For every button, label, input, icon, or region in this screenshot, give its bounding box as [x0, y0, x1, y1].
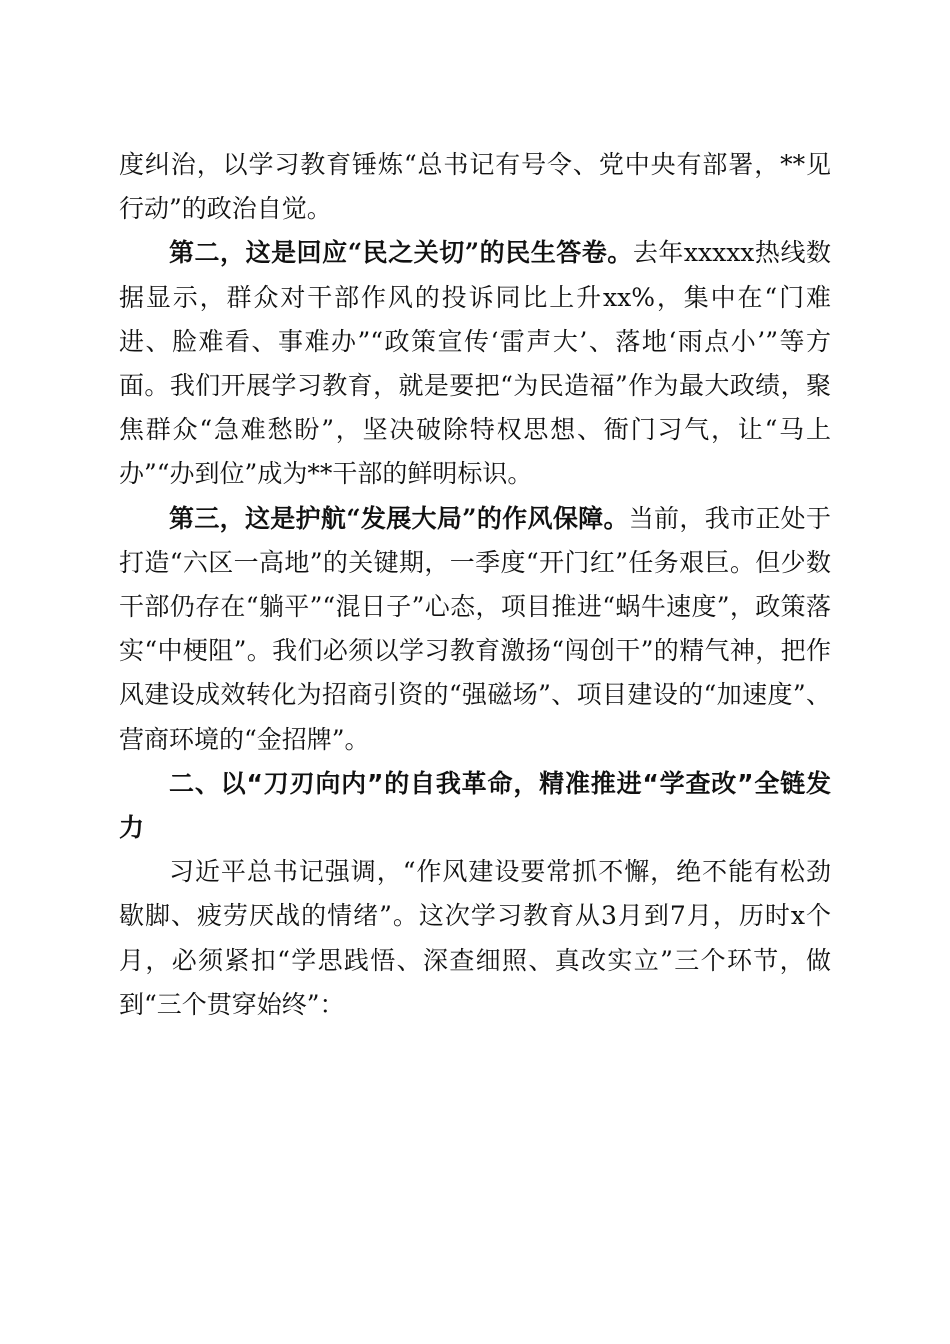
- paragraph-text: 习近平总书记强调，“作风建设要常抓不懈，绝不能有松劲歇脚、疲劳厌战的情绪”。这次学习教育从3月到7月，历时x个月，必须紧扣“学思践悟、深查细照、真改实立”三个环节，做到“三个贯穿始终”：: [119, 857, 831, 1019]
- paragraph-lead-sentence: 第三，这是护航“发展大局”的作风保障。: [169, 503, 629, 533]
- paragraph-third-point: [119, 497, 831, 762]
- paragraph-text: 去年xxxxx热线数据显示，群众对干部作风的投诉同比上升xx%，集中在“门难进、脸难看、事难办”“政策宣传‘雷声大’、落地‘雨点小’”等方面。我们开展学习教育，就是要把“为民造福”作为最大政绩，聚焦群众“急难愁盼”，坚决破除特权思想、衙门习气，让“马上办”“办到位”成为**干部的鲜明标识。: [119, 238, 831, 489]
- paragraph-section-intro: [119, 850, 831, 1027]
- paragraph-continuation: [119, 143, 831, 231]
- paragraph-text: 度纠治，以学习教育锤炼“总书记有号令、党中央有部署，**见行动”的政治自觉。: [119, 150, 831, 224]
- paragraph-text: 当前，我市正处于打造“六区一高地”的关键期，一季度“开门红”任务艰巨。但少数干部仍存在“躺平”“混日子”心态，项目推进“蜗牛速度”，政策落实“中梗阻”。我们必须以学习教育激扬“闯创干”的精气神，把作风建设成效转化为招商引资的“强磁场”、项目建设的“加速度”、营商环境的“金招牌”。: [119, 503, 831, 754]
- section-heading: 二、以“刀刃向内”的自我革命，精准推进“学查改”全链发力: [119, 768, 831, 843]
- document-body: [119, 143, 831, 1027]
- paragraph-second-point: [119, 231, 831, 496]
- paragraph-lead-sentence: 第二，这是回应“民之关切”的民生答卷。: [169, 238, 633, 268]
